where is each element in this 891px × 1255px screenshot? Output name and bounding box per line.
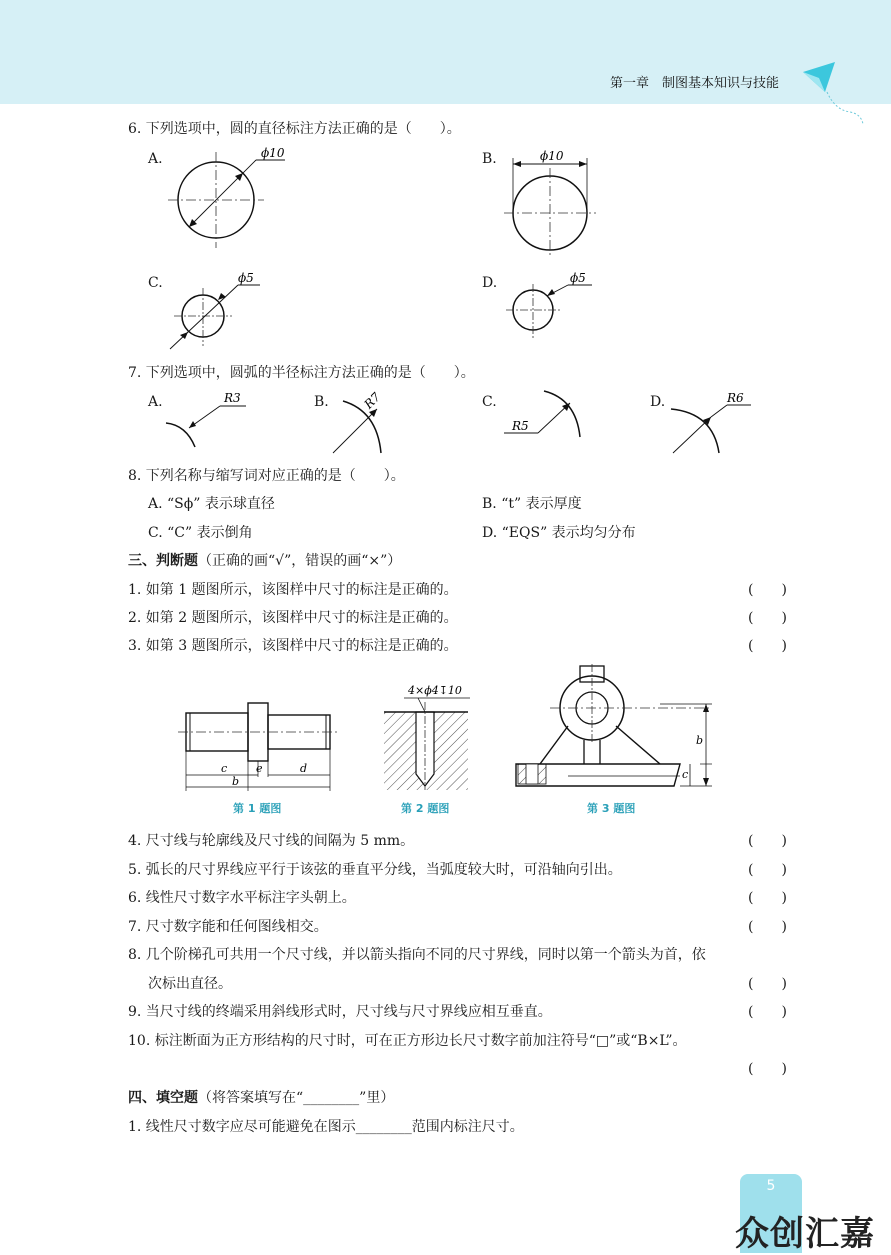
section3-title: 三、判断题 (128, 553, 198, 569)
fig2-label: 4×ϕ4↧10 (408, 684, 462, 697)
figure-2-hole (380, 678, 475, 793)
judge-item-5: 5. 弧长的尺寸界线应平行于该弦的垂直平分线，当弧度较大时，可沿轴向引出。 (128, 862, 622, 878)
figure-3-caption: 第 3 题图 (587, 802, 636, 815)
q8-option-a: A. “Sϕ” 表示球直径 (148, 496, 275, 512)
q7-figure-d (665, 385, 765, 460)
q8-option-b: B. “t” 表示厚度 (482, 496, 582, 512)
q6-option-a-letter: A. (148, 151, 163, 167)
judge-item-8: 8. 几个阶梯孔可共用一个尺寸线，并以箭头指向不同的尺寸界线，同时以第一个箭头为首，依 (128, 947, 706, 963)
judge-item-2: 2. 如第 2 题图所示，该图样中尺寸的标注是正确的。 (128, 610, 458, 626)
judge-item-9: 9. 当尺寸线的终端采用斜线形式时，尺寸线与尺寸界线应相互垂直。 (128, 1004, 552, 1020)
section4-note: （将答案填写在“________”里） (198, 1090, 395, 1106)
q7-d-label: R6 (727, 391, 744, 405)
q6-d-label: ϕ5 (570, 271, 586, 285)
q7-option-c-letter: C. (482, 394, 497, 410)
answer-paren-8[interactable]: ( ) (748, 976, 787, 992)
q7-option-a-letter: A. (148, 394, 163, 410)
chapter-title: 第一章 制图基本知识与技能 (610, 76, 780, 91)
header-scallop (0, 92, 891, 112)
judge-item-6: 6. 线性尺寸数字水平标注字头朝上。 (128, 890, 356, 906)
fig3-label-b: b (696, 734, 704, 747)
section4-heading (128, 1089, 394, 1107)
figure-1-caption: 第 1 题图 (233, 802, 282, 815)
watermark: 众创汇嘉 (735, 1214, 875, 1254)
q7-b-label: R7 (361, 389, 384, 412)
answer-paren-5[interactable]: ( ) (748, 862, 787, 878)
q7-figure-b (325, 385, 425, 460)
answer-paren-4[interactable]: ( ) (748, 833, 787, 849)
figure-2-caption: 第 2 题图 (401, 802, 450, 815)
q6-a-label: ϕ10 (261, 146, 285, 160)
q7-figure-c (500, 385, 600, 460)
answer-paren-6[interactable]: ( ) (748, 890, 787, 906)
q6-figure-d (500, 268, 610, 348)
q6-stem: 6. 下列选项中，圆的直径标注方法正确的是（ ）。 (128, 121, 461, 137)
judge-item-1: 1. 如第 1 题图所示，该图样中尺寸的标注是正确的。 (128, 582, 458, 598)
q6-figure-b (500, 140, 620, 260)
answer-paren-3[interactable]: ( ) (748, 638, 787, 654)
section3-note: （正确的画“√”，错误的画“×”） (198, 553, 402, 569)
q6-figure-a (160, 140, 300, 260)
judge-item-8-cont: 次标出直径。 (148, 976, 232, 992)
q8-stem: 8. 下列名称与缩写词对应正确的是（ ）。 (128, 468, 405, 484)
fill-item-1: 1. 线性尺寸数字应尽可能避免在图示________范围内标注尺寸。 (128, 1119, 524, 1135)
q8-option-c: C. “C” 表示倒角 (148, 525, 253, 541)
judge-item-10: 10. 标注断面为正方形结构的尺寸时，可在正方形边长尺寸数字前加注符号“□”或“B×L”。 (128, 1033, 687, 1049)
fig1-label-c: c (221, 762, 228, 775)
page-number: 5 (766, 1178, 776, 1194)
answer-paren-1[interactable]: ( ) (748, 582, 787, 598)
paper-plane-icon (795, 58, 865, 128)
fig1-label-d: d (300, 762, 308, 775)
q6-figure-c (160, 268, 280, 353)
figure-3-bracket (510, 664, 720, 794)
q8-option-d: D. “EQS” 表示均匀分布 (482, 525, 636, 541)
answer-paren-2[interactable]: ( ) (748, 610, 787, 626)
answer-paren-7[interactable]: ( ) (748, 919, 787, 935)
q7-figure-a (160, 385, 260, 460)
judge-item-4: 4. 尺寸线与轮廓线及尺寸线的间隔为 5 mm。 (128, 833, 415, 849)
section4-title: 四、填空题 (128, 1090, 198, 1106)
section3-heading (128, 552, 401, 570)
fig3-label-c: c (682, 768, 689, 781)
answer-paren-10[interactable]: ( ) (748, 1061, 787, 1077)
figure-1-shaft (178, 695, 338, 795)
fig1-label-b: b (232, 775, 240, 788)
answer-paren-9[interactable]: ( ) (748, 1004, 787, 1020)
q6-c-label: ϕ5 (238, 271, 254, 285)
q7-a-label: R3 (224, 391, 241, 405)
q7-stem: 7. 下列选项中，圆弧的半径标注方法正确的是（ ）。 (128, 365, 475, 381)
q6-option-b-letter: B. (482, 151, 497, 167)
q6-option-d-letter: D. (482, 275, 498, 291)
q7-option-d-letter: D. (650, 394, 666, 410)
q6-b-label: ϕ10 (540, 149, 564, 163)
judge-item-7: 7. 尺寸数字能和任何图线相交。 (128, 919, 328, 935)
q7-c-label: R5 (512, 419, 529, 433)
fig1-label-e: e (256, 762, 263, 775)
judge-item-3: 3. 如第 3 题图所示，该图样中尺寸的标注是正确的。 (128, 638, 458, 654)
q6-option-c-letter: C. (148, 275, 163, 291)
q7-option-b-letter: B. (314, 394, 329, 410)
